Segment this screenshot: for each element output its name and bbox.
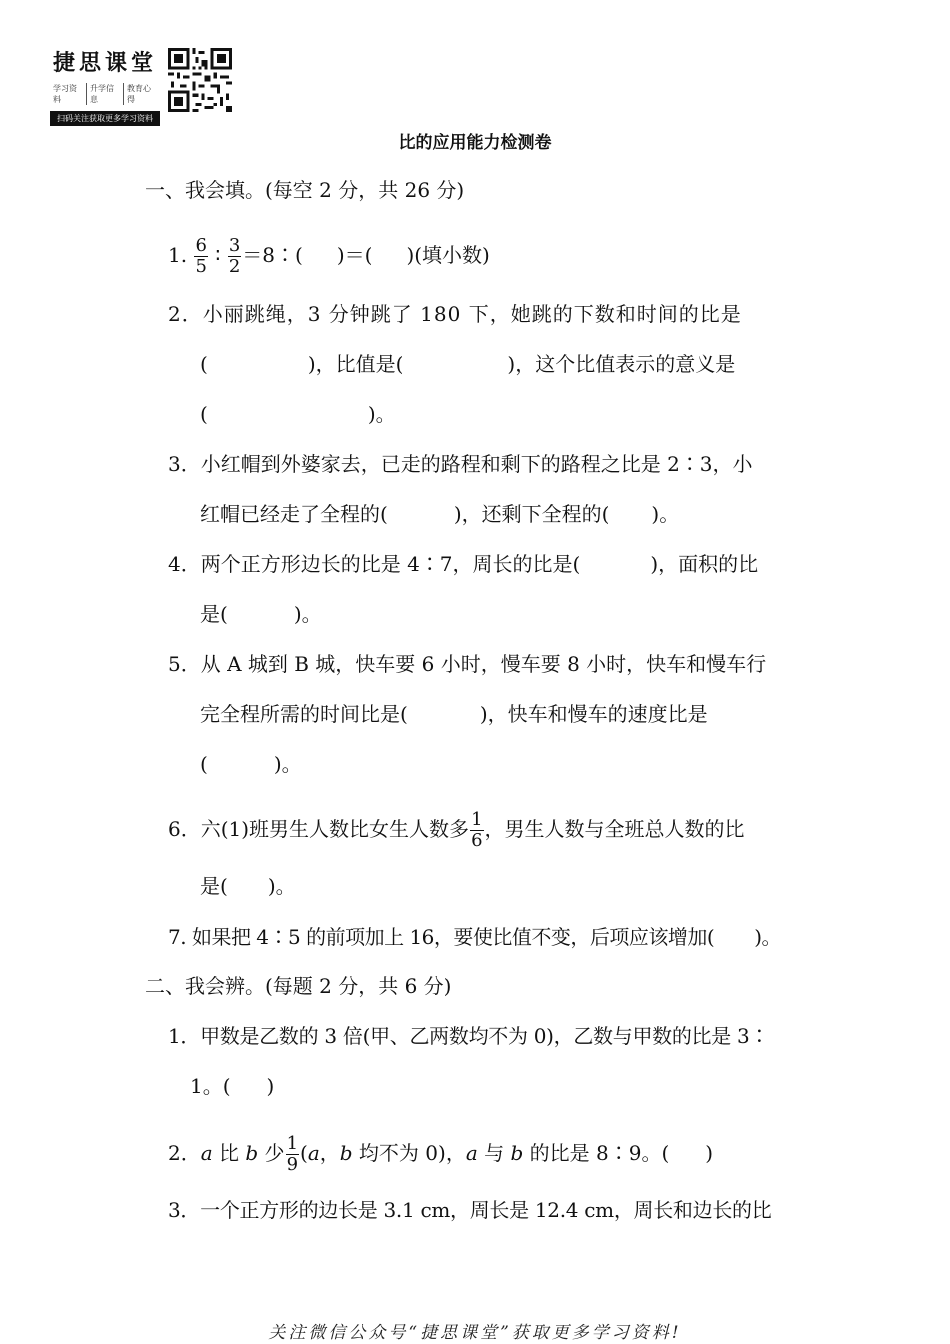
colon: ∶	[215, 243, 221, 267]
variable: b	[245, 1141, 259, 1165]
question-text: 与	[477, 1141, 511, 1165]
brand-name: 捷思课堂	[52, 50, 157, 76]
brand-tags	[50, 83, 160, 105]
fraction-denominator: 2	[228, 256, 241, 277]
variable: a	[200, 1141, 213, 1165]
question-7	[168, 925, 781, 949]
question-text: 完全程所需的时间比是(	[200, 702, 408, 726]
question-text: )，快车和慢车的速度比是	[479, 702, 708, 726]
question-text: 4．两个正方形边长的比是 4∶7，周长的比是(	[168, 552, 581, 576]
question-text: 均不为 0)，	[352, 1141, 466, 1165]
question-text: )	[705, 1141, 714, 1165]
question-text: 6．六(1)班男生人数比女生人数多	[168, 817, 470, 841]
question-4-line-2	[200, 602, 322, 626]
question-text: )。	[267, 874, 296, 898]
judge-3-line-1: 3．一个正方形的边长是 3.1 cm，周长是 12.4 cm，周长和边长的比	[168, 1198, 772, 1222]
variable: b	[339, 1141, 353, 1165]
section-heading: 二、我会辨。(每题 2 分，共 6 分)	[145, 974, 452, 998]
question-5-line-2	[200, 702, 708, 726]
question-text: )	[266, 1074, 275, 1098]
fraction-numerator: 3	[228, 235, 241, 256]
brand-logo	[50, 46, 160, 126]
question-text: )。	[651, 502, 680, 526]
question-text: )。	[367, 402, 396, 426]
question-text: )。	[293, 602, 322, 626]
footer-note: 关注微信公众号“捷思课堂”获取更多学习资料!	[268, 1323, 682, 1343]
question-5-line-1: 5．从 A 城到 B 城，快车要 6 小时，慢车要 8 小时，快车和慢车行	[168, 652, 767, 676]
question-text: 1。(	[190, 1074, 231, 1098]
variable: a	[465, 1141, 478, 1165]
judge-1-line-2	[190, 1074, 274, 1098]
qr-code-icon	[168, 48, 232, 112]
brand-tag: 升学信息	[87, 83, 124, 105]
question-text: 少	[258, 1141, 285, 1165]
question-3-line-1: 3．小红帽到外婆家去，已走的路程和剩下的路程之比是 2∶3，小	[168, 452, 753, 476]
fraction	[470, 810, 483, 851]
question-text: 2．	[168, 1141, 201, 1165]
section-heading: 一、我会填。(每空 2 分，共 26 分)	[145, 178, 465, 202]
question-text: ，	[319, 1141, 340, 1165]
question-5-line-3	[200, 752, 302, 776]
question-text: 比	[212, 1141, 246, 1165]
fraction-numerator: 1	[471, 809, 483, 830]
brand-scan-bar: 扫码关注获取更多学习资料	[50, 111, 160, 126]
fraction	[194, 236, 207, 277]
question-text: (	[200, 752, 208, 776]
question-text: 的比是 8∶9。(	[523, 1141, 670, 1165]
page-title: 比的应用能力检测卷	[398, 133, 552, 153]
judge-1-line-1: 1．甲数是乙数的 3 倍(甲、乙两数均不为 0)，乙数与甲数的比是 3∶	[168, 1024, 770, 1048]
variable: a	[307, 1141, 320, 1165]
question-text: )(填小数)	[406, 243, 490, 267]
fraction	[228, 236, 241, 277]
question-1	[168, 236, 490, 277]
question-number: 1.	[168, 243, 188, 267]
question-2-line-2	[200, 352, 735, 376]
fraction-numerator: 6	[195, 235, 207, 256]
question-3-line-2	[200, 502, 679, 526]
question-text: )。	[754, 925, 782, 949]
question-text: (	[200, 402, 208, 426]
question-6-line-2	[200, 874, 296, 898]
question-text: ＝8∶(	[242, 243, 303, 267]
fraction-denominator: 5	[195, 256, 207, 277]
brand-tag: 学习资料	[50, 83, 87, 105]
question-text: 红帽已经走了全程的(	[200, 502, 388, 526]
question-text: 是(	[200, 874, 228, 898]
question-text: )，这个比值表示的意义是	[507, 352, 736, 376]
question-text: )。	[273, 752, 302, 776]
question-text: )，面积的比	[650, 552, 759, 576]
question-text: )，比值是(	[307, 352, 404, 376]
question-2-line-1: 2．小丽跳绳，3 分钟跳了 180 下，她跳的下数和时间的比是	[168, 302, 742, 326]
question-text: 7. 如果把 4∶5 的前项加上 16，要使比值不变，后项应该增加(	[168, 925, 715, 949]
question-text: ，男生人数与全班总人数的比	[484, 817, 745, 841]
judge-2	[168, 1134, 713, 1175]
question-text: 是(	[200, 602, 228, 626]
question-2-line-3	[200, 402, 396, 426]
fraction-denominator: 9	[286, 1154, 299, 1175]
fraction	[286, 1134, 299, 1175]
question-text: )，还剩下全程的(	[453, 502, 610, 526]
variable: b	[510, 1141, 524, 1165]
question-4-line-1	[168, 552, 758, 576]
fraction-numerator: 1	[286, 1133, 299, 1154]
fraction-denominator: 6	[471, 830, 483, 851]
question-text: )＝(	[336, 243, 373, 267]
question-text: (	[200, 352, 208, 376]
brand-tag: 教育心得	[127, 84, 151, 104]
question-6-line-1	[168, 810, 745, 851]
question-text: (	[300, 1141, 308, 1165]
